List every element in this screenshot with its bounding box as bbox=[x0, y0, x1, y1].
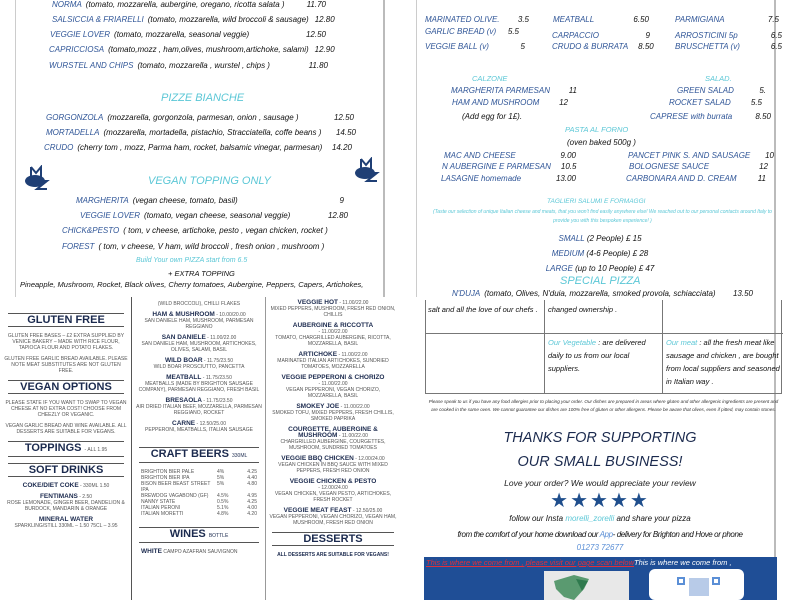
beer-abv: 0.5% bbox=[217, 499, 229, 505]
item-desc: ( tom, v cheese, V ham, wild broccoli , fresh onion , mushroom ) bbox=[98, 242, 325, 251]
drink-desc: ROSE LEMONADE, GINGER BEER, DANDELION & BURDOCK, MANDARIN & ORANGE bbox=[7, 500, 125, 512]
pizza-desc: SAN DANIELE HAM, MUSHROOM, PARMESAN REGGIANO bbox=[144, 318, 254, 330]
restaurant-logo bbox=[352, 157, 380, 183]
item-price: 13.00 bbox=[555, 174, 576, 183]
menu-item bbox=[62, 242, 324, 251]
salad-heading: SALAD. bbox=[705, 74, 732, 83]
pizza-item bbox=[268, 352, 398, 370]
item-desc: (mozzarella, gorgonzola, parmesan, onion , sausage ) bbox=[107, 113, 299, 122]
beer-abv: 5% bbox=[217, 481, 225, 487]
item-price: 12.50 bbox=[333, 113, 354, 122]
item-price: 13.50 bbox=[732, 289, 753, 298]
pizza-name: ARTICHOKE bbox=[298, 351, 338, 358]
starter-item bbox=[425, 15, 529, 24]
about-cell-vegetable bbox=[548, 336, 660, 375]
starter-item bbox=[552, 31, 650, 40]
item-name: MEATBALL bbox=[553, 15, 595, 24]
item-price: 11 bbox=[568, 86, 577, 95]
item-name: WURSTEL AND CHIPS bbox=[49, 61, 134, 70]
pizza-desc: AIR DRIED ITALIAN BEEF, MOZZARELLA, PARMESAN REGGIANO, ROCKET bbox=[136, 404, 262, 416]
item-name: FOREST bbox=[62, 242, 95, 251]
item-price: 10.5 bbox=[560, 162, 577, 171]
pizza-item bbox=[135, 358, 263, 370]
pizza-item bbox=[135, 312, 263, 330]
beer-price: 4.40 bbox=[247, 475, 257, 481]
pizza-price: - 11.00/22.00 bbox=[207, 335, 237, 341]
item-desc: (tomato, mozzarella, seasonal veggie) bbox=[114, 30, 250, 39]
item-price: 9 bbox=[339, 196, 344, 205]
thanks-heading: THANKS FOR SUPPORTING bbox=[503, 430, 697, 446]
toppings-price: - ALL 1.95 bbox=[84, 447, 108, 453]
board-price: (up to 10 People) £ 47 bbox=[575, 264, 655, 273]
item-desc: (vegan cheese, tomato, basil) bbox=[132, 196, 238, 205]
wine-item bbox=[135, 549, 263, 555]
menu-item bbox=[49, 45, 335, 54]
starter-item bbox=[675, 15, 779, 24]
item-price: 5 bbox=[520, 42, 525, 51]
pizza-price: - 12.50/25.00 bbox=[196, 421, 226, 427]
beer-row bbox=[135, 511, 263, 517]
pizza-name: COURGETTE, AUBERGINE & MUSHROOM bbox=[288, 426, 378, 439]
five-star-rating-icon[interactable]: ★★★★★ bbox=[550, 490, 650, 512]
pizza-item bbox=[268, 456, 398, 474]
pizza-item bbox=[135, 421, 263, 433]
item-name: MARINATED OLIVE. bbox=[425, 15, 500, 24]
pizza-price: - 11.75/23.50 bbox=[203, 398, 233, 404]
pizza-price: - 11.00/22.00 bbox=[318, 329, 348, 335]
toppings-heading bbox=[8, 441, 124, 457]
build-your-own-text: Build Your own PIZZA start from 6.5 bbox=[136, 257, 248, 264]
menu-item bbox=[44, 143, 352, 152]
app-text: from the comfort of your home download our bbox=[457, 530, 599, 539]
item-name: MAC AND CHEESE bbox=[444, 151, 516, 160]
wines-heading bbox=[139, 527, 259, 543]
special-pizza-heading: SPECIAL PIZZA bbox=[560, 275, 641, 287]
board-size: LARGE bbox=[545, 264, 573, 273]
italy-map-image bbox=[544, 571, 629, 600]
review-request: Love your order? We would appreciate your review bbox=[504, 478, 696, 488]
menu-item bbox=[50, 30, 326, 39]
beer-abv: 4.8% bbox=[217, 511, 229, 517]
board-size-item bbox=[420, 261, 780, 276]
beer-price: 4.25 bbox=[247, 469, 257, 475]
vegan-pizza-column bbox=[268, 297, 398, 563]
calzone-item bbox=[452, 98, 568, 107]
item-desc: (tomato, Olives, N'duia, mozzarella, smoked provola, schiacciata) bbox=[484, 289, 716, 298]
item-price: 5.5 bbox=[507, 27, 519, 36]
about-cell-chefs: salt and all the love of our chefs . bbox=[428, 305, 538, 314]
item-name: BOLOGNESE SAUCE bbox=[629, 162, 710, 171]
beers-unit: 330ML bbox=[232, 453, 248, 459]
restaurant-logo bbox=[22, 165, 50, 191]
board-size-item bbox=[420, 231, 780, 246]
starter-item bbox=[425, 42, 525, 51]
pizza-name: VEGGIE HOT bbox=[297, 299, 338, 306]
allergy-notice: Please speak to us if you have any food allergies prior to placing your order. Our dishes are prepared in areas where gluten and other allergenic ingredients are present and are cooked in the same oven. We cannot guarantee our dishes are 100% free of gluten or other allergens. Please be aware that olives, even if pitted, may contain stones. bbox=[428, 399, 779, 412]
pizza-item bbox=[268, 375, 398, 399]
pizza-name: SMOKEY JOE bbox=[296, 403, 340, 410]
special-pizza-item bbox=[452, 289, 753, 298]
craft-beers-heading bbox=[139, 447, 259, 463]
gluten-free-text: GLUTEN FREE BASES – £2 EXTRA SUPPLIED BY VENICE BAKERY – MADE WITH RICE FLOUR, TAPIOCA FLOUR AND POTATO FLAKES. bbox=[7, 333, 125, 351]
item-price: 14.20 bbox=[331, 143, 352, 152]
item-name: MORTADELLA bbox=[46, 128, 100, 137]
pizza-column bbox=[135, 297, 263, 560]
item-price: 3.5 bbox=[517, 15, 529, 24]
beer-name: ITALIAN PERONI bbox=[141, 505, 181, 511]
item-price: 10 bbox=[765, 151, 774, 160]
beer-name: ITALIAN MORETTI bbox=[141, 511, 184, 517]
starter-item bbox=[425, 27, 519, 36]
toppings-list: Pineapple, Mushroom, Rocket, Black olives, Cherry tomatoes, Aubergine, Peppers, Capers, Artichokes, bbox=[20, 280, 364, 289]
pizza-desc: PEPPERONI, MEATBALLS, ITALIAN SAUSAGE bbox=[145, 427, 253, 433]
item-price: 6.50 bbox=[633, 15, 649, 24]
item-desc: (mozzarella, mortadella, pistachio, Stracciatella, coffe beans ) bbox=[103, 128, 322, 137]
menu-item bbox=[46, 128, 356, 137]
insta-text: follow our Insta bbox=[509, 514, 564, 523]
pizza-desc: VEGAN PEPPERONI, VEGAN CHORIZO, VEGAN HAM, MUSHROOM, FRESH RED ONION bbox=[269, 514, 397, 526]
item-name: GORGONZOLA bbox=[46, 113, 104, 122]
pizza-price: - 11.00/22.00 bbox=[318, 381, 348, 387]
pasta-note: (oven baked 500g ) bbox=[567, 138, 636, 147]
pasta-heading: PASTA AL FORNO bbox=[565, 125, 629, 134]
pizza-price: - 12.50/25.00 bbox=[352, 508, 383, 514]
item-name: MARGHERITA bbox=[76, 196, 129, 205]
origin-text: This is where we come from , bbox=[634, 558, 732, 567]
menu-item bbox=[52, 15, 335, 24]
drink-price: - 330ML 1.50 bbox=[80, 483, 110, 489]
beer-name: BRIGHTON BIER IPA bbox=[141, 475, 190, 481]
app-line bbox=[414, 530, 786, 539]
insta-line bbox=[420, 514, 780, 523]
beer-price: 4.00 bbox=[247, 505, 257, 511]
drink-name: MINERAL WATER bbox=[38, 516, 94, 523]
desserts-note: ALL DESSERTS ARE SUITABLE FOR VEGANS! bbox=[277, 552, 389, 558]
beer-name: BISON BEER BEAST STREET IPA bbox=[141, 481, 211, 493]
vegan-topping-heading: VEGAN TOPPING ONLY bbox=[148, 175, 271, 187]
drink-item bbox=[4, 517, 128, 529]
board-size-item bbox=[420, 246, 780, 261]
item-price: 12.90 bbox=[314, 45, 335, 54]
menu-item bbox=[46, 113, 354, 122]
beer-abv: 5.1% bbox=[217, 505, 229, 511]
item-desc: (tomato, mozzarella , wurstel , chips ) bbox=[137, 61, 270, 70]
drink-name: COKE/DIET COKE bbox=[22, 482, 79, 489]
item-desc: (tomato,mozz , ham,olives, mushroom,artichoke, salami) bbox=[108, 45, 309, 54]
pizza-item bbox=[135, 398, 263, 416]
board-price: (2 People) £ 15 bbox=[586, 234, 642, 243]
drink-price: - 2.50 bbox=[79, 494, 93, 500]
pizza-name: CARNE bbox=[172, 420, 196, 427]
about-cell-meat bbox=[666, 336, 781, 388]
pizza-item bbox=[135, 335, 263, 353]
item-name: CHICK&PESTO bbox=[62, 226, 120, 235]
pizza-name: SAN DANIELE bbox=[161, 334, 206, 341]
item-price: 5. bbox=[759, 86, 766, 95]
gluten-free-text: GLUTEN FREE GARLIC BREAD AVAILABLE. PLEASE NOTE MEAT SUBSTITUTES ARE NOT GLUTEN FREE. bbox=[4, 356, 128, 374]
gluten-free-heading: GLUTEN FREE bbox=[8, 313, 124, 327]
item-name: NORMA bbox=[52, 0, 82, 9]
item-price: 14.50 bbox=[335, 128, 356, 137]
taglieri-description: (Taste our selection of unique Italian cheese and meats, that you won't find easily anywhere else! We reached out to our personal contacts around Italy to provide you with this bespoken experience! ) bbox=[433, 209, 772, 224]
item-desc: (tomato, mozzarella, aubergine, oregano, ricotta salata ) bbox=[85, 0, 285, 9]
pasta-item bbox=[444, 151, 576, 160]
wines-title: WINES bbox=[169, 528, 206, 540]
calzone-note bbox=[462, 112, 526, 121]
toppings-title: TOPPINGS bbox=[24, 442, 82, 454]
menu-item bbox=[62, 226, 328, 235]
drink-item bbox=[4, 494, 128, 512]
board-size: MEDIUM bbox=[551, 249, 585, 258]
calzone-note-text: (Add egg for 1£). bbox=[462, 112, 523, 121]
beer-name: NANNY STATE bbox=[141, 499, 176, 505]
drink-item bbox=[4, 483, 128, 489]
item-price: 9 bbox=[645, 31, 650, 40]
item-price: 12 bbox=[559, 98, 568, 107]
pizza-price: - 11.75/23.50 bbox=[203, 358, 234, 364]
beer-row bbox=[135, 481, 263, 493]
beer-price: 4.25 bbox=[247, 499, 257, 505]
item-name: VEGGIE LOVER bbox=[80, 211, 141, 220]
pizza-desc: VEGAN CHICKEN IN BBQ SAUCE WITH MIXED PEPPERS, FRESH RED ONION bbox=[278, 462, 388, 474]
pizza-item bbox=[268, 323, 398, 347]
calzone-item bbox=[451, 86, 577, 95]
starter-item bbox=[552, 42, 654, 51]
pizza-desc: SAN DANIELE HAM, MUSHROOM, ARTICHOKES, OLIVES, SALAMI, BASIL bbox=[141, 341, 257, 353]
pizze-bianche-heading: PIZZE BIANCHE bbox=[161, 92, 245, 104]
pizza-name: HAM & MUSHROOM bbox=[152, 311, 215, 318]
drink-desc: SPARKLING/STILL 330ML – 1.50 75CL – 3.95 bbox=[14, 523, 118, 529]
salad-item bbox=[650, 112, 771, 121]
item-price: 12.80 bbox=[327, 211, 348, 220]
pizza-desc: TOMATO, CHARGRILLED AUBERGINE, RICOTTA, MOZZARELLA, BASIL bbox=[275, 335, 391, 347]
starter-item bbox=[553, 15, 649, 24]
item-name: PANCET PINK S. AND SAUSAGE bbox=[628, 151, 751, 160]
pasta-item bbox=[629, 162, 768, 171]
soft-drinks-heading: SOFT DRINKS bbox=[8, 463, 124, 477]
pizza-item bbox=[135, 375, 263, 393]
item-name: CARPACCIO bbox=[552, 31, 599, 40]
origin-page-link[interactable]: This is where we come from , please visit our page scan below bbox=[426, 558, 635, 567]
item-price: 11 bbox=[757, 174, 766, 183]
drink-name: FENTIMANS bbox=[39, 493, 78, 500]
vegan-options-text: VEGAN GARLIC BREAD AND WINE AVAILABLE. ALL DESSERTS ARE SUITABLE FOR VEGANS. bbox=[5, 423, 127, 435]
pizza-name: AUBERGINE & RICCOTTA bbox=[292, 322, 374, 329]
app-link[interactable]: App bbox=[599, 530, 613, 539]
item-name: HAM AND MUSHROOM bbox=[452, 98, 540, 107]
pizza-price: - 12.00/24.00 bbox=[355, 456, 385, 462]
item-name: N'DUJA bbox=[452, 289, 481, 298]
salad-item bbox=[669, 98, 762, 107]
extra-topping-label: + EXTRA TOPPING bbox=[168, 269, 235, 278]
menu-item bbox=[80, 211, 348, 220]
board-sizes bbox=[420, 231, 780, 276]
meat-label: Our meat bbox=[666, 338, 698, 347]
item-price: 9.00 bbox=[560, 151, 576, 160]
beer-name: BRIGHTON BIER PALE bbox=[141, 469, 195, 475]
board-size: SMALL bbox=[558, 234, 585, 243]
beer-abv: 5% bbox=[217, 475, 225, 481]
item-price: 11.70 bbox=[306, 0, 326, 9]
small-business-heading: OUR SMALL BUSINESS! bbox=[517, 454, 683, 470]
pizza-desc: VEGAN CHICKEN, VEGAN PESTO, ARTICHOKES, FRESH ROCKET bbox=[274, 491, 392, 503]
vegan-options-heading: VEGAN OPTIONS bbox=[8, 380, 124, 394]
item-name: MARGHERITA PARMESAN bbox=[451, 86, 550, 95]
item-name: VEGGIE LOVER bbox=[50, 30, 111, 39]
pizza-price: - 12.00/24.00 bbox=[318, 485, 348, 491]
pizza-name: VEGGIE BBQ CHICKEN bbox=[281, 455, 354, 462]
wine-name: CAMPO AZAFRAN SAUVIGNON bbox=[163, 549, 238, 555]
beer-price: 4.80 bbox=[247, 481, 257, 487]
pizza-item bbox=[268, 404, 398, 422]
wines-unit: BOTTLE bbox=[208, 533, 229, 539]
item-price: 12 bbox=[759, 162, 768, 171]
item-name: BRUSCHETTA (v) bbox=[675, 42, 740, 51]
pizza-item bbox=[268, 508, 398, 526]
pizza-name: WILD BOAR bbox=[164, 357, 203, 364]
item-price: 8.50 bbox=[755, 112, 771, 121]
pasta-item bbox=[442, 162, 576, 171]
item-desc: (tomato, mozzarella, wild broccoli & sausage) bbox=[147, 15, 309, 24]
item-name: ARROSTICINI 5p bbox=[675, 31, 738, 40]
item-name: PARMIGIANA bbox=[675, 15, 725, 24]
pizza-price: - 11.00/22.00 bbox=[340, 404, 370, 410]
pizza-name: MEATBALL bbox=[166, 374, 202, 381]
pizza-desc: CHARGRILLED AUBERGINE, COURGETTES, MUSHROOM, SUNDRIED TOMATOES bbox=[280, 439, 386, 451]
pizza-desc: MEATBALLS (MADE BY BRIGHTON SAUSAGE COMPANY), PARMESAN REGGIANO, FRESH BASIL bbox=[138, 381, 260, 393]
item-name: GREEN SALAD bbox=[677, 86, 734, 95]
beer-price: 4.95 bbox=[247, 493, 257, 499]
item-name: CAPRESE with burrata bbox=[650, 112, 733, 121]
insta-text: and share your pizza bbox=[616, 514, 691, 523]
phone-number[interactable]: 01273 72677 bbox=[576, 543, 624, 552]
item-name: ROCKET SALAD bbox=[669, 98, 731, 107]
item-name: CARBONARA AND D. CREAM bbox=[626, 174, 737, 183]
item-desc: ( tom, v cheese, artichoke, pesto , vegan chicken, rocket ) bbox=[123, 226, 328, 235]
beers-title: CRAFT BEERS bbox=[150, 448, 229, 460]
menu-item bbox=[76, 196, 344, 205]
pasta-item bbox=[441, 174, 576, 183]
item-price: 12.80 bbox=[314, 15, 335, 24]
board-price: (4-6 People) £ 28 bbox=[586, 249, 649, 258]
pizza-name: VEGGIE PEPPERONI & CHORIZO bbox=[281, 374, 385, 381]
vegetable-label: Our Vegetable bbox=[548, 338, 597, 347]
origin-banner bbox=[424, 557, 777, 600]
starter-item bbox=[675, 31, 782, 40]
item-price: 8.50 bbox=[638, 42, 654, 51]
salad-item bbox=[677, 86, 766, 95]
app-text: - delivery for Brighton and Hove or phone bbox=[612, 530, 743, 539]
vegetable-text: : are delivered daily to us from our local suppliers. bbox=[548, 338, 646, 373]
taglieri-heading: TAGLIERI SALUMI E FORMAGGI bbox=[547, 198, 646, 205]
item-price: 5.5 bbox=[750, 98, 762, 107]
item-price: 6.5 bbox=[770, 31, 782, 40]
starter-item bbox=[675, 42, 782, 51]
pizza-desc: SMOKED TOFU, MIXED PEPPERS, FRESH CHILLIS, SMOKED PAPRIKA bbox=[272, 410, 394, 422]
item-desc: (WILD BROCCOLI), CHILLI FLAKES bbox=[157, 301, 241, 307]
item-price: 6.5 bbox=[770, 42, 782, 51]
pizza-price: - 11.00/22.00 bbox=[339, 300, 369, 306]
item-name: CRUDO bbox=[44, 143, 74, 152]
item-name: CAPRICCIOSA bbox=[49, 45, 105, 54]
pizza-price: - 11.75/23.50 bbox=[202, 375, 232, 381]
beer-price: 4.20 bbox=[247, 511, 257, 517]
item-desc: (cherry tom , mozz, Parma ham, rocket, balsamic vinegar, parmesan) bbox=[77, 143, 323, 152]
item-name: LASAGNE homemade bbox=[441, 174, 522, 183]
item-name: SALSICCIA & FRIARELLI bbox=[52, 15, 144, 24]
menu-item bbox=[49, 61, 328, 70]
pizza-name: BRESAOLA bbox=[165, 397, 202, 404]
pizza-item bbox=[268, 300, 398, 318]
pizza-desc: MIXED PEPPERS, MUSHROOM, FRESH RED ONION, CHILLIS bbox=[270, 306, 396, 318]
beer-abv: 4% bbox=[217, 469, 225, 475]
pizza-name: VEGGIE CHICKEN & PESTO bbox=[289, 478, 377, 485]
item-price: 11.80 bbox=[308, 61, 328, 70]
info-column bbox=[4, 297, 128, 534]
wine-type: WHITE bbox=[141, 548, 162, 555]
qr-code-icon[interactable] bbox=[649, 569, 744, 600]
pasta-item bbox=[626, 174, 766, 183]
meat-text: : all the fresh meat like sausage and chicken , are bought from local suppliers and seasoned in Italian way . bbox=[666, 338, 780, 386]
pizza-item bbox=[268, 427, 398, 451]
item-name: CRUDO & BURRATA bbox=[552, 42, 629, 51]
pizza-desc: MARINATED ITALIAN ARTICHOKES, SUNDRIED TOMATOES, MOZZARELLA bbox=[277, 358, 389, 370]
item-price: 7.5 bbox=[767, 15, 779, 24]
item-name: GARLIC BREAD (v) bbox=[425, 27, 497, 36]
pizza-name: VEGGIE MEAT FEAST bbox=[283, 507, 352, 514]
insta-handle-link[interactable]: morelli_zorelli bbox=[565, 514, 615, 523]
origin-banner-text bbox=[426, 558, 732, 567]
pasta-item bbox=[628, 151, 774, 160]
item-name: VEGGIE BALL (v) bbox=[425, 42, 489, 51]
pizza-item bbox=[268, 479, 398, 503]
pizza-desc: VEGAN PEPPERONI, VEGAN CHORIZO, MOZZARELLA, BASIL bbox=[285, 387, 381, 399]
beer-abv: 4.5% bbox=[217, 493, 229, 499]
item-price: 12.50 bbox=[305, 30, 326, 39]
pizza-price: - 11.00/22.00 bbox=[338, 433, 368, 439]
calzone-heading: CALZONE bbox=[472, 74, 508, 83]
menu-item bbox=[52, 0, 326, 9]
desserts-heading: DESSERTS bbox=[272, 532, 394, 546]
pizza-desc: WILD BOAR PROSCIUTTO, PANCETTA bbox=[153, 364, 245, 370]
about-cell-ownership: changed ownership . bbox=[548, 305, 618, 314]
pizza-price: - 11.00/22.00 bbox=[338, 352, 368, 358]
beer-name: BREWDOG VAGABOND (GF) bbox=[141, 493, 209, 499]
item-desc: (tomato, vegan cheese, seasonal veggie) bbox=[144, 211, 291, 220]
vegan-options-text: PLEASE STATE IF YOU WANT TO SWAP TO VEGAN CHEESE AT NO EXTRA COST! CHOOSE FROM CHEEZLY OR VEGANIC. bbox=[5, 400, 127, 418]
pizza-price: - 10.00/20.00 bbox=[216, 312, 246, 318]
item-name: N AUBERGINE E PARMESAN bbox=[442, 162, 551, 171]
about-table bbox=[425, 300, 782, 394]
